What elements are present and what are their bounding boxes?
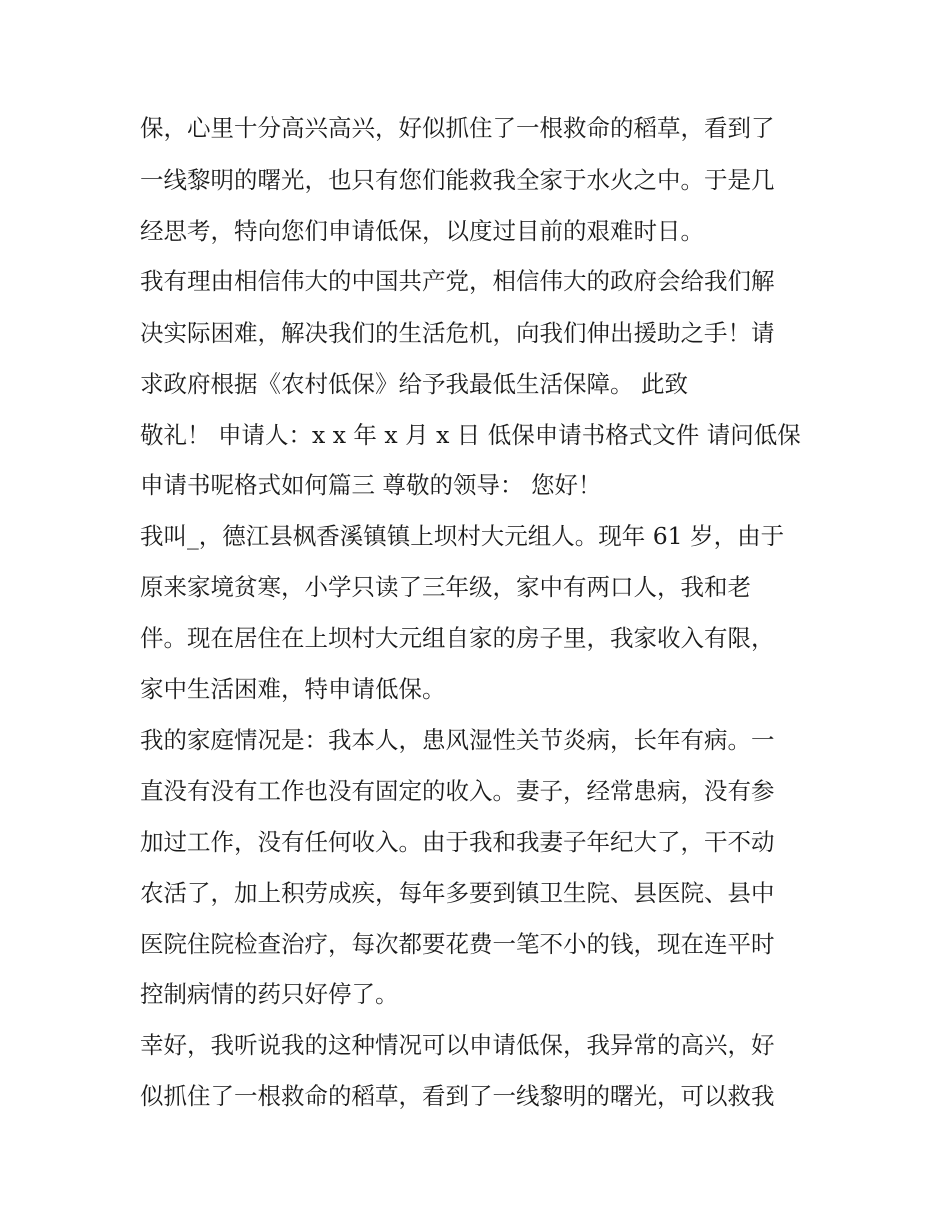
text-line: 一线黎明的曙光，也只有您们能救我全家于水火之中。于是几 [140,166,775,194]
text-line: 伴。现在居住在上坝村大元组自家的房子里，我家收入有限， [140,624,775,652]
text-line: 保，心里十分高兴高兴，好似抓住了一根救命的稻草，看到了 [140,114,775,142]
text-line: 控制病情的药只好停了。 [140,980,399,1008]
text-line: 医院住院检查治疗，每次都要花费一笔不小的钱，现在连平时 [140,930,775,958]
text-line: 我的家庭情况是：我本人，患风湿性关节炎病，长年有病。一 [140,726,775,754]
text-line: 我叫_，德江县枫香溪镇镇上坝村大元组人。现年 61 岁，由于 [140,522,785,550]
text-line: 原来家境贫寒，小学只读了三年级，家中有两口人，我和老 [140,573,751,601]
text-line: 敬礼！ 申请人：x x 年 x 月 x 日 低保申请书格式文件 请问低保 [140,421,801,449]
text-line: 家中生活困难，特申请低保。 [140,675,446,703]
text-line: 经思考，特向您们申请低保，以度过目前的艰难时日。 [140,217,704,245]
text-line: 我有理由相信伟大的中国共产党，相信伟大的政府会给我们解 [140,267,775,295]
text-line: 农活了，加上积劳成疾，每年多要到镇卫生院、县医院、县中 [140,879,775,907]
text-line: 直没有没有工作也没有固定的收入。妻子，经常患病，没有参 [140,777,775,805]
text-line: 申请书呢格式如何篇三 尊敬的领导： 您好！ [140,471,602,499]
text-line: 幸好，我听说我的这种情况可以申请低保，我异常的高兴，好 [140,1031,775,1059]
text-line: 加过工作，没有任何收入。由于我和我妻子年纪大了，干不动 [140,828,775,856]
text-line: 似抓住了一根救命的稻草，看到了一线黎明的曙光，可以救我 [140,1082,775,1110]
text-line: 求政府根据《农村低保》给予我最低生活保障。 此致 [140,370,688,398]
text-line: 决实际困难，解决我们的生活危机，向我们伸出援助之手！请 [140,319,775,347]
